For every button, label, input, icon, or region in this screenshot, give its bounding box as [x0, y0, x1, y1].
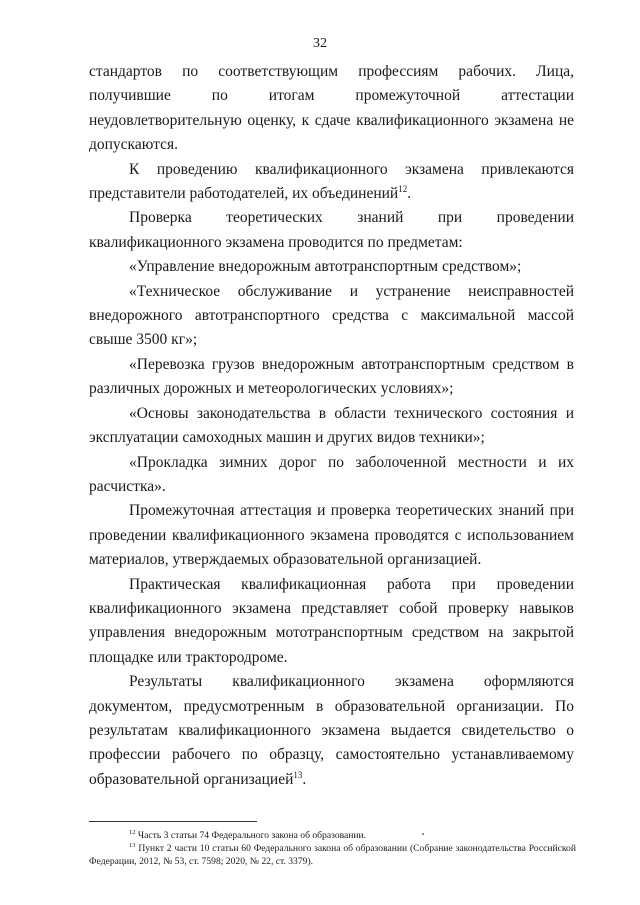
paragraph-1: стандартов по соответствующим профессиям рабочих. Лица, получившие по итогам промежуточной аттестации неудовлетворительную оценку, к сдаче квалификационного экзамена не допускаются. — [89, 63, 574, 154]
paragraph-4: «Управление внедорожным автотранспортным средством»; — [129, 258, 522, 276]
page-number: 32 — [313, 36, 327, 51]
paragraph-10: Практическая квалификационная работа при проведении квалификационного экзамена представляет собой проверку навыков управления внедорожным мототранспортным средством на закрытой площадке или трактородроме. — [89, 575, 574, 666]
footnote-divider — [89, 821, 257, 822]
footnote-13: $^{13}$ Пункт 2 части 10 статьи 60 Федерального закона об образовании (Собрание законодательства Российской Федерации, 2012, № 53, ст. 7598; 2020, № 22, ст. 3379). — [89, 842, 576, 867]
paragraph-3: Проверка теоретических знаний при проведении квалификационного экзамена проводится по предметам: — [89, 209, 574, 251]
footnote-12: $^{12}$ Часть 3 статьи 74 Федерального закона об образовании. — [129, 829, 367, 841]
paragraph-2: К проведению квалификационного экзамена привлекаются представители работодателей, их объединений$^{12}$. — [89, 160, 574, 203]
paragraph-6: «Перевозка грузов внедорожным автотранспортным средством в различных дорожных и метеорологических условиях»; — [89, 355, 574, 398]
footnote-ref-12: 12 — [398, 184, 408, 195]
footnotes — [89, 829, 576, 868]
paragraph-8: «Прокладка зимних дорог по заболоченной местности и их расчистка». — [89, 453, 574, 495]
document-body — [89, 60, 574, 792]
paragraph-7: «Основы законодательства в области технического состояния и эксплуатации самоходных машин и других видов техники»; — [89, 404, 574, 447]
paragraph-11: Результаты квалификационного экзамена оформляются документом, предусмотренным в образовательной организации. По результатам квалификационного экзамена выдается свидетельство о профессии рабочего по образцу, самостоятельно устанавливаемому образовательной организацией$^{13}$. — [89, 673, 574, 788]
paragraph-9: Промежуточная аттестация и проверка теоретических знаний при проведении квалификационного экзамена проводятся с использованием материалов, утверждаемых образовательной организацией. — [89, 502, 574, 569]
footnote-ref-13: 13 — [293, 769, 303, 780]
paragraph-5: «Техническое обслуживание и устранение неисправностей внедорожного автотранспортного средства с максимальной массой свыше 3500 кг»; — [89, 282, 574, 349]
